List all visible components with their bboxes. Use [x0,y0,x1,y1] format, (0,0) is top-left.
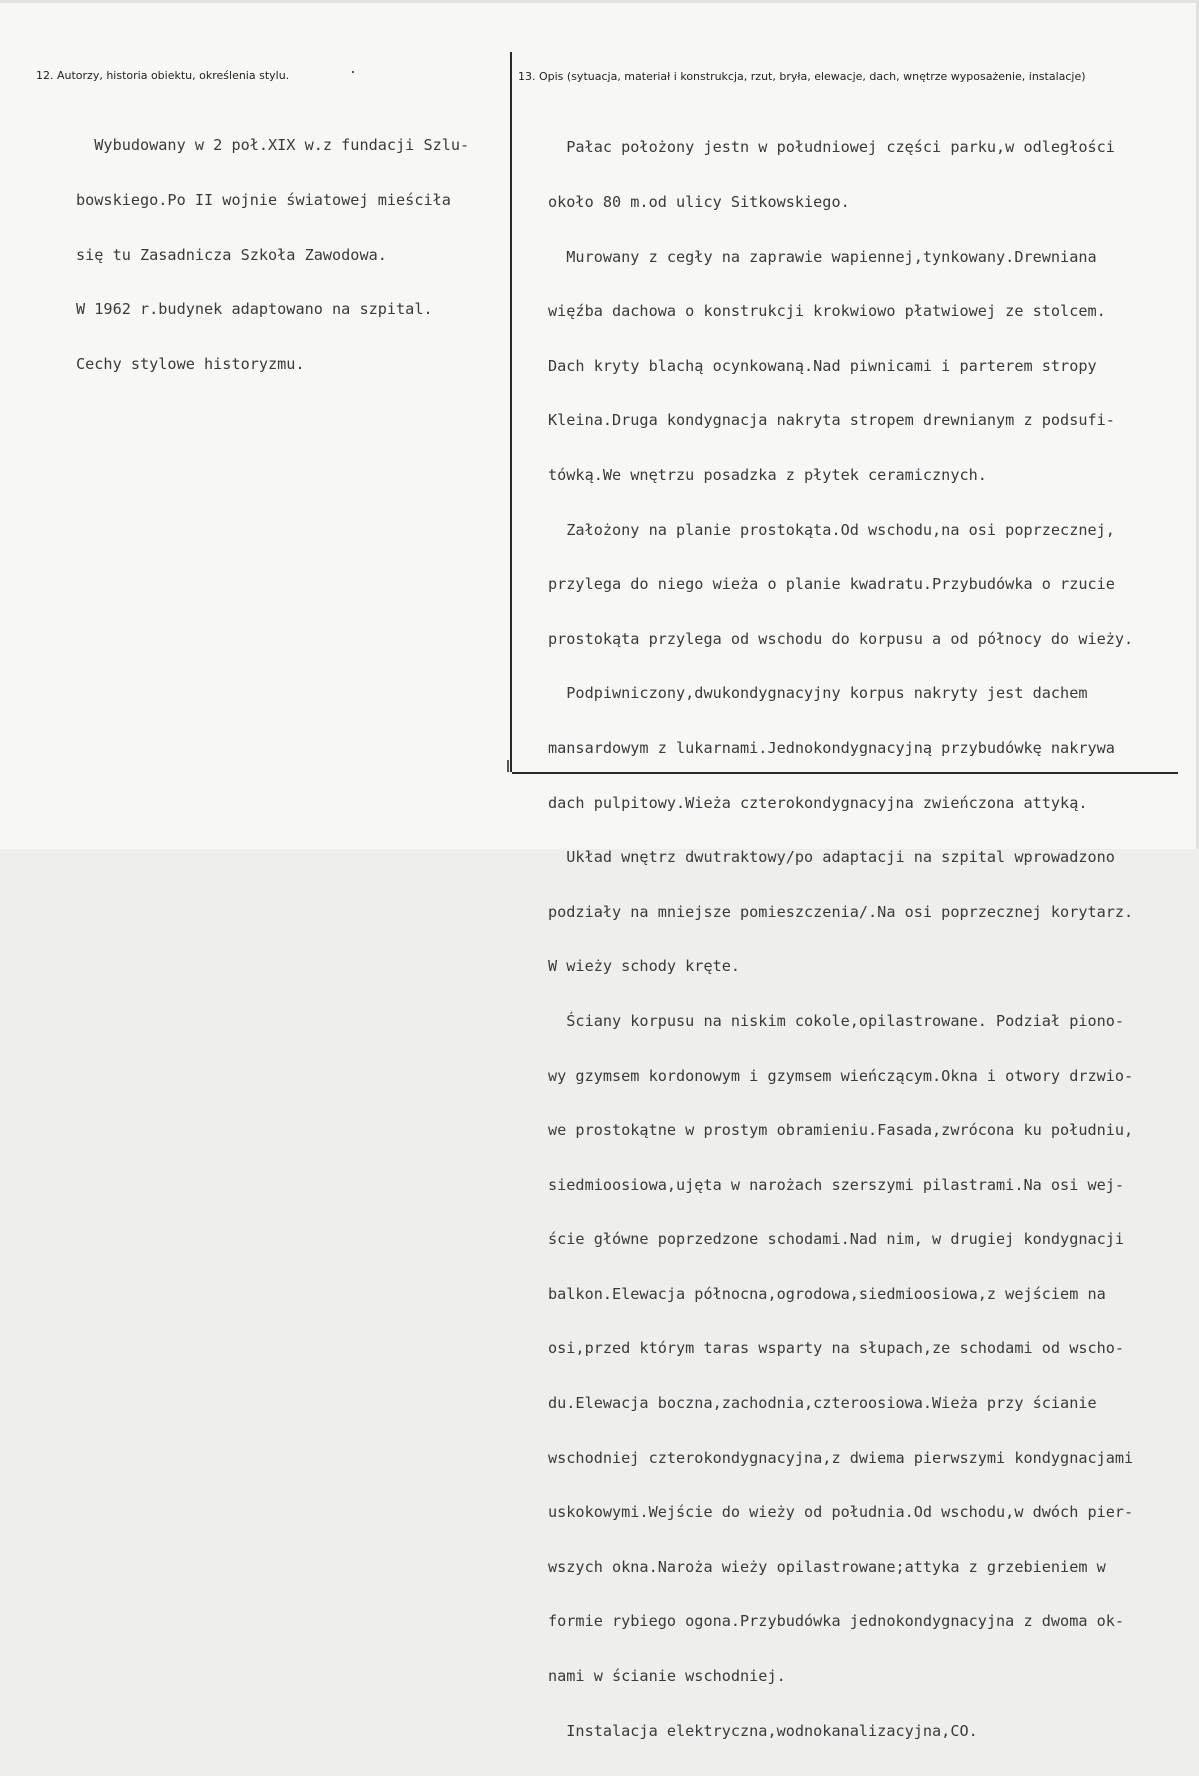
text-line: Instalacja elektryczna,wodnokanalizacyjna,CO. [548,1721,978,1740]
text-line: osi,przed którym taras wsparty na słupach,ze schodami od wscho- [548,1339,1125,1358]
text-line: prostokąta przylega od wschodu do korpusu a od północy do wieży. [548,629,1134,648]
tick-mark [507,760,509,772]
text-line: przylega do niego wieża o planie kwadratu.Przybudówka o rzucie [548,575,1115,594]
text-line: Pałac położony jestn w południowej części parku,w odległości [548,138,1115,157]
text-line: Dach kryty blachą ocynkowaną.Nad piwnicami i parterem stropy [548,356,1097,375]
text-line: formie rybiego ogona.Przybudówka jednokondygnacyjna z dwoma ok- [548,1612,1125,1631]
text-line: siedmioosiowa,ujęta w narożach szerszymi pilastrami.Na osi wej- [548,1175,1125,1194]
section-12-text [76,100,469,409]
text-line: W wieży schody kręte. [548,957,741,976]
dot-mark [352,71,354,73]
section-13-label: 13. Opis (sytuacja, materiał i konstrukcja, rzut, bryła, elewacje, dach, wnętrze wyposażenie, instalacje) [518,70,1086,83]
text-line: się tu Zasadnicza Szkoła Zawodowa. [76,245,387,264]
text-line: nami w ścianie wschodniej. [548,1667,786,1686]
text-line: we prostokątne w prostym obramieniu.Fasada,zwrócona ku południu, [548,1121,1134,1140]
text-line: Wybudowany w 2 poł.XIX w.z fundacji Szlu- [76,136,470,155]
text-line: około 80 m.od ulicy Sitkowskiego. [548,193,850,211]
text-line: wszych okna.Naroża wieży opilastrowane;attyka z grzebieniem w [548,1557,1106,1576]
text-line: podziały na mniejsze pomieszczenia/.Na osi poprzecznej korytarz. [548,902,1134,921]
column-divider [510,52,512,772]
text-line: du.Elewacja boczna,zachodnia,czteroosiowa.Wieża przy ścianie [548,1394,1097,1413]
section-12-label: 12. Autorzy, historia obiektu, określenia stylu. [36,69,290,82]
text-line: Założony na planie prostokąta.Od wschodu,na osi poprzecznej, [548,520,1115,539]
text-line: bowskiego.Po II wojnie światowej mieściła [76,191,451,209]
text-line: wschodniej czterokondygnacyjna,z dwiema pierwszymi kondygnacjami [548,1448,1134,1467]
text-line: uskokowymi.Wejście do wieży od południa.Od wschodu,w dwóch pier- [548,1503,1134,1522]
text-line: Podpiwniczony,dwukondygnacyjny korpus nakryty jest dachem [548,684,1088,703]
text-line: Układ wnętrz dwutraktowy/po adaptacji na szpital wprowadzono [548,848,1115,867]
text-line: Cechy stylowe historyzmu. [76,354,305,373]
card-top-edge [0,0,1199,3]
text-line: tówką.We wnętrzu posadzka z płytek ceramicznych. [548,465,987,484]
text-line: W 1962 r.budynek adaptowano na szpital. [76,300,433,319]
text-line: Murowany z cegły na zaprawie wapiennej,tynkowany.Drewniana [548,247,1097,266]
text-line: ście główne poprzedzone schodami.Nad nim, w drugiej kondygnacji [548,1230,1125,1249]
text-line: Kleina.Druga kondygnacja nakryta stropem drewnianym z podsufi- [548,411,1115,430]
section-13-text [548,102,1133,1776]
text-line: wy gzymsem kordonowym i gzymsem wieńczącym.Okna i otwory drzwio- [548,1066,1134,1085]
text-line: mansardowym z lukarnami.Jednokondygnacyjną przybudówkę nakrywa [548,738,1115,757]
text-line: Ściany korpusu na niskim cokole,opilastrowane. Podział piono- [548,1011,1125,1030]
text-line: balkon.Elewacja północna,ogrodowa,siedmioosiowa,z wejściem na [548,1284,1106,1303]
text-line: więźba dachowa o konstrukcji krokwiowo płatwiowej ze stolcem. [548,302,1106,321]
text-line: dach pulpitowy.Wieża czterokondygnacyjna zwieńczona attyką. [548,793,1088,812]
